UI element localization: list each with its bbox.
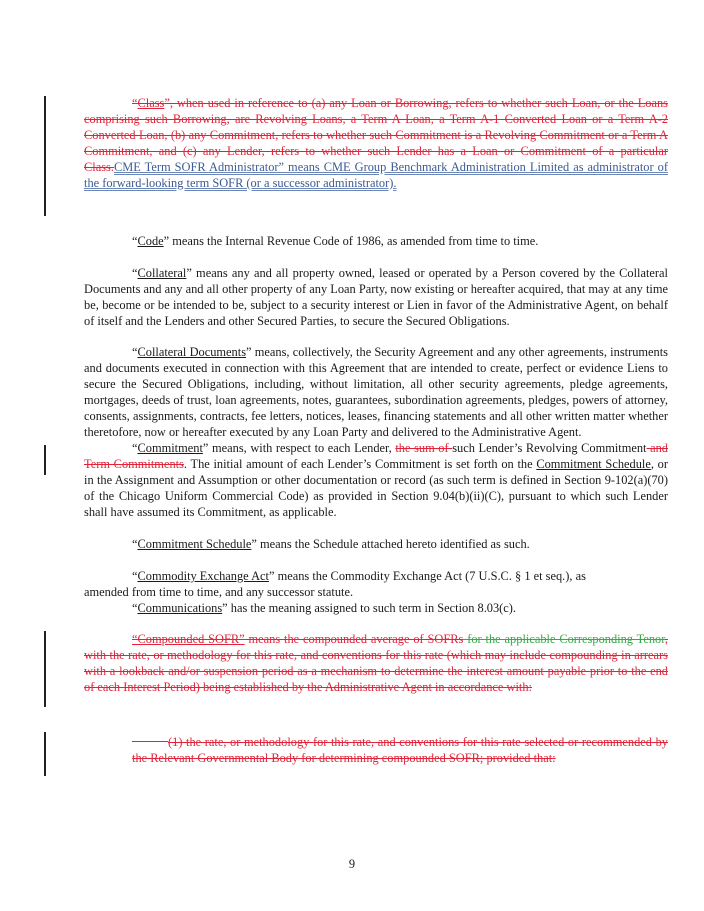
communications-term: Communications xyxy=(137,601,223,615)
commitment-deleted-1: the sum of xyxy=(395,441,453,455)
change-bar-class xyxy=(44,96,46,216)
compounded-sofr-moved-text: for the applicable Corresponding Tenor xyxy=(463,632,665,646)
commitment-deleted-2: and Term Commitments xyxy=(84,441,668,471)
code-open-quote: “ xyxy=(132,234,138,248)
change-bar-clause-1 xyxy=(44,732,46,776)
commitment-schedule-open-quote: “ xyxy=(132,537,138,551)
definition-class xyxy=(84,96,668,191)
cme-term-sofr-inserted-text: CME Term SOFR Administrator” means CME Group Benchmark Administration Limited as administrator of the forward-looking term SOFR (or a successor administrator). xyxy=(84,159,668,190)
commitment-part3: . The initial amount of each Lender’s Commitment is set forth on the xyxy=(183,456,537,471)
commitment-term: Commitment xyxy=(137,441,203,455)
definition-compounded-sofr xyxy=(84,632,668,696)
clause-1-deleted-text: (1) the rate, or methodology for this rate, and conventions for this rate selected or recommended by the Relevant Governmental Body for determining compounded SOFR; provided that: xyxy=(132,735,668,765)
code-term: Code xyxy=(137,234,164,248)
definition-communications xyxy=(84,601,668,617)
change-bar-compounded-sofr xyxy=(44,631,46,707)
compounded-sofr-deleted-1: means the compounded average of SOFRs xyxy=(244,632,464,646)
definition-collateral xyxy=(84,266,668,330)
definition-commitment-schedule xyxy=(84,537,668,553)
collateral-documents-term: Collateral Documents xyxy=(137,345,247,359)
commitment-schedule-term: Commitment Schedule xyxy=(137,537,252,551)
collateral-term: Collateral xyxy=(137,266,187,280)
collateral-documents-body: ” means, collectively, the Security Agreement and any other agreements, instruments and documents executed in connection with this Agreement that are intended to create, perfect or evidence Liens to secure the Secured Obligations, including, without limitation, all other security agreements, pledge agreements, mortgages, deeds of trust, loan agreements, notes, guarantees, subordination agreements, pledges, powers of attorney, consents, assignments, contracts, fee letters, notices, leases, financing statements and all other written matter whether theretofore, now or hereafter executed by any Loan Party and delivered to the Administrative Agent. xyxy=(84,345,669,439)
change-bar-commitment xyxy=(44,445,46,475)
deleted-tab-leader xyxy=(132,741,168,742)
commitment-open-quote: “ xyxy=(132,441,138,455)
commitment-schedule-reference: Commitment Schedule xyxy=(536,456,651,471)
collateral-open-quote: “ xyxy=(132,266,138,280)
commitment-schedule-body: ” means the Schedule attached hereto identified as such. xyxy=(251,537,530,551)
communications-body: ” has the meaning assigned to such term in Section 8.03(c). xyxy=(222,601,517,615)
page-number: 9 xyxy=(348,857,356,871)
definition-collateral-documents xyxy=(84,345,668,440)
compounded-sofr-term: “Compounded SOFR” xyxy=(132,632,245,646)
communications-open-quote: “ xyxy=(132,601,138,615)
commitment-part2: such Lender’s Revolving Commitment xyxy=(452,441,647,455)
cea-body-1: ” means the Commodity Exchange Act (7 U.S.C. § 1 et seq.), as xyxy=(268,569,586,583)
definition-commitment xyxy=(84,441,668,521)
code-body: ” means the Internal Revenue Code of 1986, as amended from time to time. xyxy=(163,234,539,248)
collateral-documents-open-quote: “ xyxy=(132,345,138,359)
collateral-body: ” means any and all property owned, leased or operated by a Person covered by the Collateral Documents and any and all other property of any Loan Party, now existing or hereafter acquired, that may at any time be, become or be intended to be, subject to a security interest or Lien in favor of the Administrative Agent, on behalf of itself and the Lenders and other Secured Parties, to secure the Secured Obligations. xyxy=(84,266,668,328)
cea-term: Commodity Exchange Act xyxy=(137,569,269,583)
definition-commodity-exchange-act xyxy=(84,569,668,601)
commitment-part4: , or in the Assignment and Assumption or other documentation or record (as such term is defined in Section 9-102(a)(70) of the Chicago Uniform Commercial Code) as provided in Section 9.04(b)(ii)(C), pursuant to which such Lender shall have assumed its Commitment, as applicable. xyxy=(84,456,668,519)
cea-body-2: amended from time to time, and any successor statute. xyxy=(84,584,354,599)
class-term: Class xyxy=(137,96,165,110)
definition-code xyxy=(84,234,668,250)
compounded-sofr-deleted-2: , with the rate, or methodology for this rate, and conventions for this rate (which may include compounding in arrears with a lookback and/or suspension period as a mechanism to determine the interest amount payable prior to the end of each Interest Period) being established by the Administrative Agent in accordance with: xyxy=(84,632,668,694)
cea-open-quote: “ xyxy=(132,569,138,583)
commitment-part1: ” means, with respect to each Lender, xyxy=(202,441,396,455)
class-open-quote: “ xyxy=(132,96,138,110)
compounded-sofr-clause-1 xyxy=(84,735,668,767)
class-deleted-text: ”, when used in reference to (a) any Loan or Borrowing, refers to whether such Loan, or the Loans comprising such Borrowing, are Revolving Loans, a Term A Loan, a Term A-1 Converted Loan or a Term A-2 Converted Loan, (b) any Commitment, refers to whether such Commitment is a Revolving Commitment or a Term A Commitment, and (c) any Lender, refers to whether such Lender has a Loan or Commitment of a particular Class. xyxy=(84,96,668,174)
